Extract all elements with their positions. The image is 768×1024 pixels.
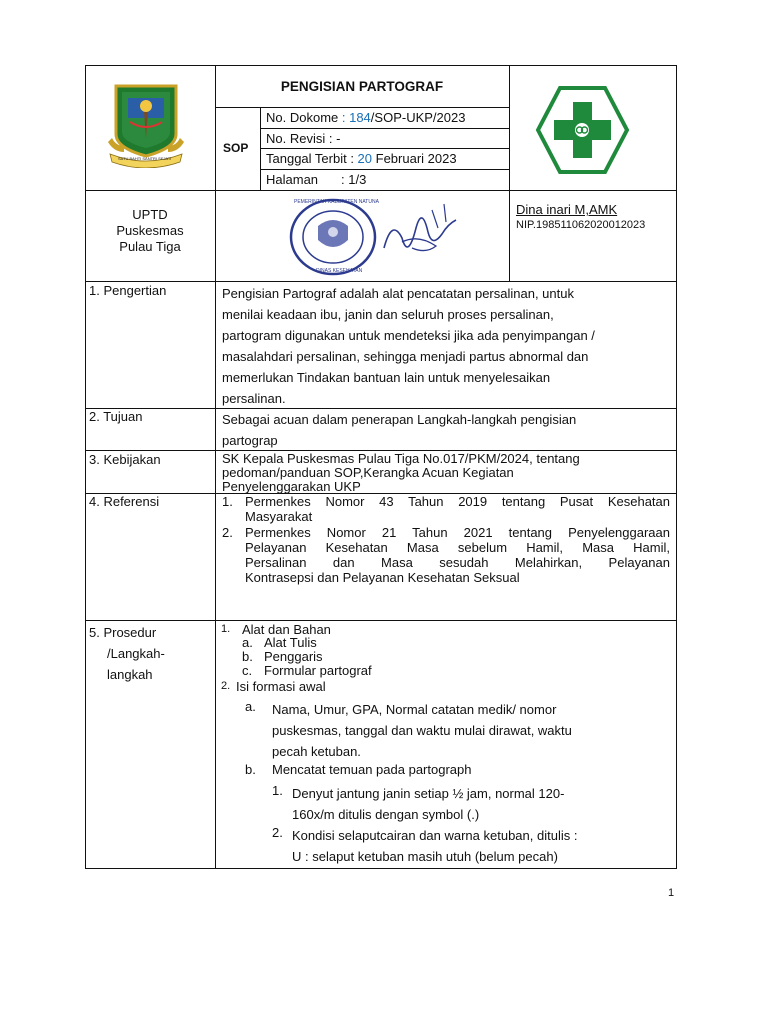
list-item: 1. Permenkes Nomor 43 Tahun 2019 tentang Pusat Kesehatan Masyarakat: [222, 494, 670, 524]
stamp-text-bottom: DINAS KESEHATAN: [316, 268, 363, 274]
document-number-value: 184: [349, 110, 371, 125]
substep-b2-number: 2.: [272, 825, 283, 840]
substep-b-text: Mencatat temuan pada partograph: [272, 762, 472, 777]
list-item: 2. Permenkes Nomor 21 Tahun 2021 tentang Penyelenggaraan Pelayanan Kesehatan Masa sebelum Hamil, Masa Hamil, Persalinan dan Masa sesudah Melahirkan, Pelayanan Kontrasepsi dan Pelayanan Kesehatan Seksual: [222, 525, 670, 585]
pengertian-text: Pengisian Partograf adalah alat pencatatan persalinan, untuk menilai keadaan ibu, janin dan seluruh proses persalinan, partogram digunakan untuk mendeteksi jika ada penyimpangan / masalahdari persalinan, sehingga menjadi partus abnormal dan memerlukan Tindakan bantuan lain untuk menyelesaikan persalinan.: [222, 286, 595, 406]
list-item: b. Penggaris: [242, 649, 323, 664]
step-2-number: 2.: [221, 680, 231, 692]
section-label-kebijakan: 3. Kebijakan: [89, 452, 161, 467]
section-label-pengertian: 1. Pengertian: [89, 283, 167, 298]
stamp-text-top: PEMERINTAH KABUPATEN NATUNA: [294, 199, 379, 205]
section-label-tujuan: 2. Tujuan: [89, 409, 143, 424]
step-1-number: 1.: [221, 623, 231, 635]
substep-b-mark: b.: [245, 762, 256, 777]
page-title: PENGISIAN PARTOGRAF: [280, 79, 444, 94]
section-label-referensi: 4. Referensi: [89, 494, 160, 509]
list-item: c. Formular partograf: [242, 663, 372, 678]
list-item: a. Alat Tulis: [242, 635, 317, 650]
substep-a-text: Nama, Umur, GPA, Normal catatan medik/ nomor puskesmas, tanggal dan waktu mulai dirawat, waktu pecah ketuban.: [272, 702, 572, 759]
puskesmas-cross-logo: [535, 84, 630, 176]
document-number: No. Dokome : 184/SOP-UKP/2023: [266, 110, 466, 125]
tools-list: [242, 636, 372, 678]
revision-number: No. Revisi : -: [266, 131, 341, 146]
publish-day: 20: [357, 151, 373, 166]
official-stamp: [288, 196, 378, 278]
step-2-title: Isi formasi awal: [236, 679, 326, 694]
substep-b1-text: Denyut jantung janin setiap ½ jam, normal 120- 160x/m ditulis dengan symbol (.): [292, 786, 565, 822]
page-info-label: Halaman: [266, 172, 319, 187]
handwritten-signature: [372, 198, 468, 268]
signer-name: Dina inari M,AMK: [516, 202, 618, 217]
substep-b1-number: 1.: [272, 783, 283, 798]
publish-date: Tanggal Terbit : 20 Februari 2023: [266, 151, 457, 166]
sop-label: SOP: [223, 141, 249, 155]
page-info: [266, 172, 367, 187]
section-label-prosedur: 5. Prosedur /Langkah- langkah: [89, 625, 165, 682]
step-1-title: Alat dan Bahan: [242, 622, 331, 637]
kebijakan-text: SK Kepala Puskesmas Pulau Tiga No.017/PKM/2024, tentang pedoman/panduan SOP,Kerangka Acuan Kegiatan Penyelenggarakan UKP: [222, 451, 580, 494]
org-unit: UPTD Puskesmas Pulau Tiga: [116, 207, 184, 254]
document-number-label: No. Dokome: [266, 110, 339, 125]
page-number: 1: [668, 887, 675, 899]
crest-motto: SATU BAHTI SANTRI SEJATI: [118, 156, 172, 161]
substep-b2-text: Kondisi selaputcairan dan warna ketuban, ditulis : U : selaput ketuban masih utuh (belum pecah): [292, 828, 578, 864]
regency-crest-logo: [104, 82, 188, 168]
signer-nip: NIP.198511062020012023: [516, 219, 646, 231]
referensi-list: [222, 494, 670, 585]
tujuan-text: Sebagai acuan dalam penerapan Langkah-langkah pengisian partograp: [222, 412, 577, 448]
page-info-value: : 1/3: [341, 172, 367, 187]
substep-a-mark: a.: [245, 699, 256, 714]
